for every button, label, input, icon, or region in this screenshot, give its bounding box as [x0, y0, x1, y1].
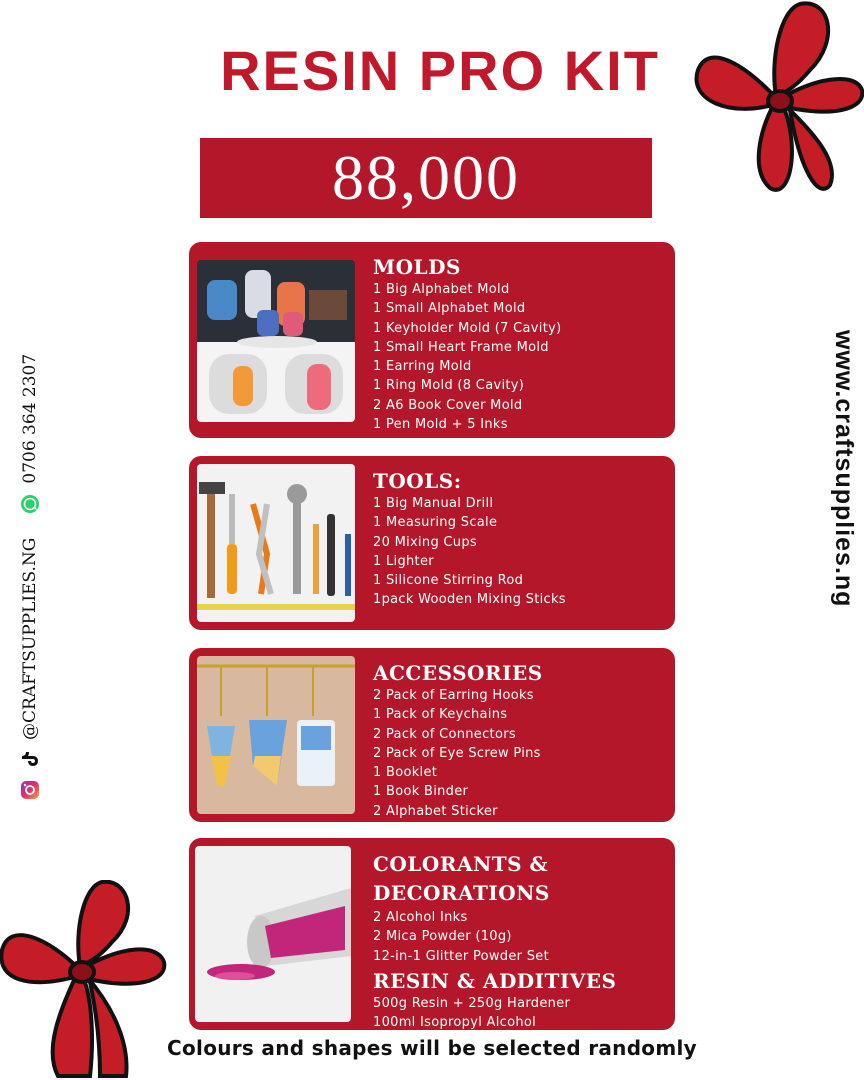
list-item: 1 Small Alphabet Mold — [373, 301, 526, 317]
list-item: 2 Pack of Earring Hooks — [373, 688, 534, 703]
page-title: RESIN PRO KIT — [220, 39, 660, 102]
tools-details — [373, 468, 667, 610]
accessories-card — [189, 648, 675, 822]
list-item: 1 Big Alphabet Mold — [373, 282, 510, 297]
contact-strip — [20, 354, 40, 800]
price-value: 88,000 — [332, 142, 520, 213]
ribbon-bow-top-right — [690, 0, 864, 200]
tools-heading: TOOLS: — [373, 469, 462, 493]
molds-card — [189, 242, 675, 438]
list-item: 1 Lighter — [373, 553, 434, 569]
list-item: 1 Booklet — [373, 765, 438, 781]
list-item: 12-in-1 Glitter Powder Set — [373, 948, 549, 964]
list-item: 2 A6 Book Cover Mold — [373, 397, 523, 413]
list-item: 100ml Isopropyl Alcohol — [373, 1015, 537, 1031]
website-link[interactable]: www.craftsupplies.ng — [830, 330, 858, 608]
molds-details — [373, 254, 667, 434]
list-item: 1 Pen Mold + 5 Inks — [373, 417, 508, 433]
tools-card — [189, 456, 675, 630]
list-item: 2 Alphabet Sticker — [373, 803, 498, 819]
molds-heading: MOLDS — [373, 255, 461, 279]
colorants-details — [373, 850, 667, 1032]
list-item: 1 Book Binder — [373, 784, 469, 800]
list-item: 500g Resin + 250g Hardener — [373, 995, 571, 1011]
list-item: 1 Measuring Scale — [373, 515, 498, 531]
list-item: 1 Small Heart Frame Mold — [373, 339, 549, 355]
social-handle: @CRAFTSUPPLIES.NG — [20, 537, 40, 740]
list-item: 2 Pack of Eye Screw Pins — [373, 745, 541, 761]
list-item: 2 Pack of Connectors — [373, 726, 516, 742]
list-item: 1 Pack of Keychains — [373, 707, 508, 723]
list-item: 2 Alcohol Inks — [373, 910, 468, 925]
tiktok-icon[interactable] — [20, 750, 40, 770]
accessories-details — [373, 660, 667, 821]
price-banner — [200, 138, 652, 218]
list-item: 1 Keyholder Mold (7 Cavity) — [373, 320, 562, 336]
phone-number: 0706 364 2307 — [20, 353, 40, 484]
whatsapp-icon[interactable] — [20, 494, 40, 514]
accessories-heading: ACCESSORIES — [373, 661, 543, 685]
list-item: 1 Big Manual Drill — [373, 496, 494, 511]
list-item: 1 Ring Mold (8 Cavity) — [373, 378, 525, 394]
glitter-photo — [195, 846, 351, 1022]
colorants-card — [189, 838, 675, 1030]
accessories-photo — [197, 656, 355, 814]
list-item: 1pack Wooden Mixing Sticks — [373, 592, 566, 608]
colorants-heading-line2: DECORATIONS — [373, 881, 550, 905]
colorants-heading-line1: COLORANTS & — [373, 852, 549, 876]
resin-heading: RESIN & ADDITIVES — [373, 968, 617, 993]
list-item: 2 Mica Powder (10g) — [373, 929, 512, 945]
list-item: 1 Earring Mold — [373, 359, 472, 375]
list-item: 20 Mixing Cups — [373, 534, 477, 550]
tools-photo — [197, 464, 355, 622]
molds-photo — [197, 260, 355, 422]
list-item: 1 Silicone Stirring Rod — [373, 573, 524, 589]
instagram-icon[interactable] — [20, 780, 40, 800]
disclaimer-text: Colours and shapes will be selected randomly — [167, 1036, 697, 1060]
